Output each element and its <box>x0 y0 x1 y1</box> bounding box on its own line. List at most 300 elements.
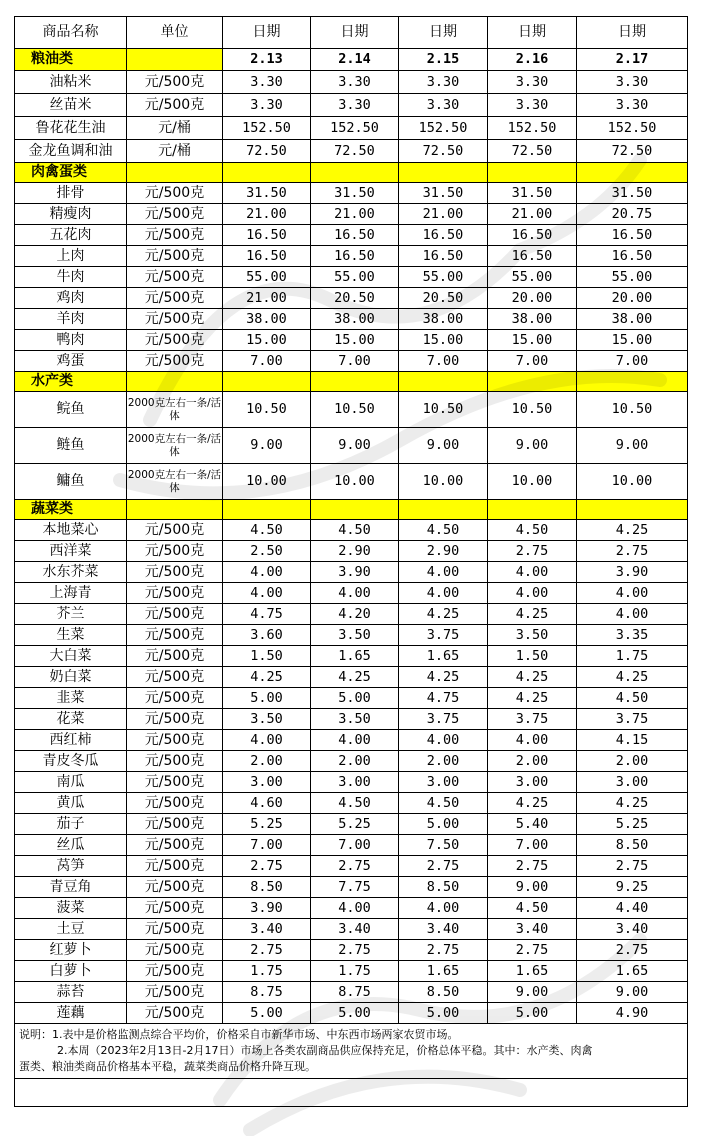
price-cell: 16.50 <box>223 246 311 267</box>
price-cell: 5.00 <box>399 814 488 835</box>
price-cell: 4.00 <box>399 583 488 604</box>
table-row <box>15 667 688 688</box>
category-blank <box>577 500 688 520</box>
header-date: 日期 <box>577 17 688 49</box>
price-cell: 9.00 <box>399 428 488 464</box>
price-cell: 4.25 <box>577 520 688 541</box>
price-cell: 4.40 <box>577 898 688 919</box>
price-cell: 3.50 <box>311 625 399 646</box>
price-cell: 2.00 <box>223 751 311 772</box>
price-cell: 3.40 <box>311 919 399 940</box>
table-row <box>15 856 688 877</box>
price-cell: 3.00 <box>399 772 488 793</box>
item-unit: 元/500克 <box>127 688 223 709</box>
price-cell: 21.00 <box>223 288 311 309</box>
price-cell: 3.40 <box>399 919 488 940</box>
price-cell: 8.75 <box>223 982 311 1003</box>
price-table-sheet <box>14 16 687 1107</box>
table-row <box>15 583 688 604</box>
item-name: 菠菜 <box>15 898 127 919</box>
price-cell: 21.00 <box>399 204 488 225</box>
category-row <box>15 49 688 71</box>
price-cell: 4.00 <box>488 562 577 583</box>
price-cell: 7.00 <box>488 351 577 372</box>
category-blank <box>311 500 399 520</box>
item-name: 鸡蛋 <box>15 351 127 372</box>
table-row <box>15 688 688 709</box>
price-cell: 2.75 <box>577 856 688 877</box>
price-cell: 21.00 <box>223 204 311 225</box>
price-cell: 4.50 <box>399 520 488 541</box>
price-cell: 4.25 <box>488 604 577 625</box>
price-cell: 3.50 <box>223 709 311 730</box>
item-name: 生菜 <box>15 625 127 646</box>
item-name: 丝瓜 <box>15 835 127 856</box>
category-name: 肉禽蛋类 <box>15 163 127 183</box>
price-cell: 4.75 <box>399 688 488 709</box>
item-name: 金龙鱼调和油 <box>15 140 127 163</box>
price-cell: 31.50 <box>223 183 311 204</box>
price-cell: 15.00 <box>399 330 488 351</box>
item-unit: 元/500克 <box>127 625 223 646</box>
item-name: 南瓜 <box>15 772 127 793</box>
price-cell: 3.00 <box>311 772 399 793</box>
price-cell: 55.00 <box>577 267 688 288</box>
table-row <box>15 225 688 246</box>
table-row <box>15 140 688 163</box>
item-name: 排骨 <box>15 183 127 204</box>
item-unit: 元/500克 <box>127 1003 223 1024</box>
price-cell: 5.25 <box>577 814 688 835</box>
item-name: 土豆 <box>15 919 127 940</box>
price-cell: 31.50 <box>399 183 488 204</box>
price-cell: 7.75 <box>311 877 399 898</box>
category-blank <box>127 500 223 520</box>
category-blank <box>399 163 488 183</box>
price-cell: 10.00 <box>577 464 688 500</box>
item-name: 大白菜 <box>15 646 127 667</box>
price-cell: 3.30 <box>399 71 488 94</box>
price-cell: 3.30 <box>577 71 688 94</box>
price-cell: 1.75 <box>577 646 688 667</box>
price-cell: 9.00 <box>488 877 577 898</box>
header-row <box>15 17 688 49</box>
price-cell: 21.00 <box>311 204 399 225</box>
item-name: 鸡肉 <box>15 288 127 309</box>
date-cell: 2.13 <box>223 49 311 71</box>
table-row <box>15 309 688 330</box>
item-unit: 元/500克 <box>127 919 223 940</box>
price-cell: 2.75 <box>399 940 488 961</box>
item-name: 莲藕 <box>15 1003 127 1024</box>
price-cell: 72.50 <box>577 140 688 163</box>
item-name: 本地菜心 <box>15 520 127 541</box>
price-cell: 3.30 <box>488 94 577 117</box>
price-cell: 5.40 <box>488 814 577 835</box>
price-cell: 4.25 <box>399 604 488 625</box>
table-row <box>15 392 688 428</box>
category-name: 粮油类 <box>15 49 127 71</box>
table-row <box>15 772 688 793</box>
price-cell: 10.50 <box>399 392 488 428</box>
price-cell: 5.00 <box>488 1003 577 1024</box>
item-name: 白萝卜 <box>15 961 127 982</box>
price-cell: 21.00 <box>488 204 577 225</box>
price-cell: 10.00 <box>311 464 399 500</box>
price-cell: 4.50 <box>577 688 688 709</box>
price-cell: 72.50 <box>399 140 488 163</box>
price-cell: 55.00 <box>399 267 488 288</box>
price-cell: 10.50 <box>488 392 577 428</box>
table-row <box>15 877 688 898</box>
price-cell: 2.75 <box>399 856 488 877</box>
price-cell: 9.00 <box>488 428 577 464</box>
category-blank <box>311 372 399 392</box>
price-cell: 152.50 <box>488 117 577 140</box>
price-cell: 1.50 <box>223 646 311 667</box>
table-row <box>15 71 688 94</box>
price-cell: 2.75 <box>311 940 399 961</box>
price-cell: 3.30 <box>223 94 311 117</box>
price-cell: 4.25 <box>577 667 688 688</box>
item-unit: 元/500克 <box>127 204 223 225</box>
item-unit: 元/500克 <box>127 583 223 604</box>
price-cell: 10.00 <box>223 464 311 500</box>
category-blank <box>577 163 688 183</box>
price-cell: 16.50 <box>311 246 399 267</box>
date-cell: 2.16 <box>488 49 577 71</box>
price-cell: 4.25 <box>488 688 577 709</box>
price-cell: 152.50 <box>577 117 688 140</box>
price-cell: 4.00 <box>223 730 311 751</box>
item-unit: 元/500克 <box>127 877 223 898</box>
price-cell: 4.25 <box>577 793 688 814</box>
price-cell: 4.00 <box>488 730 577 751</box>
category-blank <box>488 372 577 392</box>
price-cell: 2.00 <box>488 751 577 772</box>
price-cell: 38.00 <box>488 309 577 330</box>
item-unit: 元/500克 <box>127 730 223 751</box>
item-unit: 元/500克 <box>127 709 223 730</box>
price-cell: 10.00 <box>488 464 577 500</box>
item-name: 水东芥菜 <box>15 562 127 583</box>
price-cell: 55.00 <box>488 267 577 288</box>
price-cell: 16.50 <box>488 225 577 246</box>
price-cell: 15.00 <box>311 330 399 351</box>
price-cell: 3.30 <box>488 71 577 94</box>
price-cell: 4.25 <box>488 793 577 814</box>
item-unit: 元/500克 <box>127 288 223 309</box>
date-cell: 2.14 <box>311 49 399 71</box>
price-cell: 4.00 <box>399 730 488 751</box>
price-cell: 10.50 <box>223 392 311 428</box>
price-cell: 1.65 <box>488 961 577 982</box>
price-cell: 16.50 <box>577 225 688 246</box>
item-name: 上肉 <box>15 246 127 267</box>
price-cell: 3.60 <box>223 625 311 646</box>
table-row <box>15 246 688 267</box>
item-name: 黄瓜 <box>15 793 127 814</box>
price-cell: 9.00 <box>223 428 311 464</box>
table-row <box>15 982 688 1003</box>
category-blank <box>399 500 488 520</box>
item-name: 鸭肉 <box>15 330 127 351</box>
price-cell: 2.00 <box>311 751 399 772</box>
price-cell: 4.00 <box>311 583 399 604</box>
price-cell: 15.00 <box>223 330 311 351</box>
price-cell: 1.65 <box>311 646 399 667</box>
category-blank <box>223 372 311 392</box>
item-name: 鲢鱼 <box>15 428 127 464</box>
price-cell: 152.50 <box>223 117 311 140</box>
item-name: 茄子 <box>15 814 127 835</box>
price-cell: 7.00 <box>488 835 577 856</box>
table-row <box>15 330 688 351</box>
price-cell: 3.35 <box>577 625 688 646</box>
price-cell: 2.00 <box>577 751 688 772</box>
price-cell: 3.30 <box>223 71 311 94</box>
item-name: 精瘦肉 <box>15 204 127 225</box>
item-name: 丝苗米 <box>15 94 127 117</box>
price-cell: 10.50 <box>311 392 399 428</box>
price-cell: 3.00 <box>488 772 577 793</box>
item-unit: 元/500克 <box>127 267 223 288</box>
price-cell: 4.00 <box>311 898 399 919</box>
price-cell: 55.00 <box>223 267 311 288</box>
item-unit: 元/500克 <box>127 667 223 688</box>
price-cell: 72.50 <box>223 140 311 163</box>
item-unit: 元/500克 <box>127 309 223 330</box>
header-date: 日期 <box>399 17 488 49</box>
category-row <box>15 372 688 392</box>
item-name: 鲁花花生油 <box>15 117 127 140</box>
item-unit: 元/500克 <box>127 246 223 267</box>
category-blank <box>223 163 311 183</box>
price-cell: 4.50 <box>488 898 577 919</box>
price-cell: 8.50 <box>223 877 311 898</box>
item-unit: 元/500克 <box>127 183 223 204</box>
price-cell: 16.50 <box>399 225 488 246</box>
item-name: 鲩鱼 <box>15 392 127 428</box>
price-cell: 38.00 <box>311 309 399 330</box>
price-cell: 3.40 <box>577 919 688 940</box>
item-unit: 元/500克 <box>127 856 223 877</box>
table-row <box>15 961 688 982</box>
price-cell: 55.00 <box>311 267 399 288</box>
price-cell: 3.40 <box>488 919 577 940</box>
table-row <box>15 183 688 204</box>
table-row <box>15 117 688 140</box>
category-blank <box>311 163 399 183</box>
price-cell: 4.00 <box>399 562 488 583</box>
price-cell: 4.00 <box>223 583 311 604</box>
price-cell: 1.65 <box>577 961 688 982</box>
price-cell: 2.75 <box>577 541 688 562</box>
price-cell: 7.00 <box>311 835 399 856</box>
price-cell: 4.25 <box>488 667 577 688</box>
price-cell: 16.50 <box>488 246 577 267</box>
price-cell: 31.50 <box>577 183 688 204</box>
price-cell: 3.50 <box>488 625 577 646</box>
header-name: 商品名称 <box>15 17 127 49</box>
category-blank <box>127 372 223 392</box>
price-cell: 4.50 <box>399 793 488 814</box>
item-name: 韭菜 <box>15 688 127 709</box>
price-cell: 1.50 <box>488 646 577 667</box>
price-cell: 5.00 <box>311 1003 399 1024</box>
note-line-2: 2.本周（2023年2月13日-2月17日）市场上各类农副商品供应保持充足，价格总体平稳。其中：水产类、肉禽 <box>57 1044 593 1057</box>
price-cell: 4.75 <box>223 604 311 625</box>
category-name: 水产类 <box>15 372 127 392</box>
price-cell: 5.00 <box>223 688 311 709</box>
price-cell: 4.25 <box>311 667 399 688</box>
price-cell: 4.15 <box>577 730 688 751</box>
price-cell: 3.75 <box>488 709 577 730</box>
price-cell: 3.75 <box>399 709 488 730</box>
item-name: 西洋菜 <box>15 541 127 562</box>
price-cell: 31.50 <box>488 183 577 204</box>
price-cell: 4.00 <box>488 583 577 604</box>
item-unit: 元/500克 <box>127 772 223 793</box>
item-unit: 元/500克 <box>127 604 223 625</box>
price-cell: 2.75 <box>488 541 577 562</box>
price-cell: 7.00 <box>223 351 311 372</box>
price-cell: 4.60 <box>223 793 311 814</box>
price-cell: 15.00 <box>488 330 577 351</box>
price-cell: 7.00 <box>223 835 311 856</box>
price-cell: 16.50 <box>399 246 488 267</box>
price-cell: 20.50 <box>399 288 488 309</box>
item-unit: 元/500克 <box>127 541 223 562</box>
item-name: 红萝卜 <box>15 940 127 961</box>
item-unit: 元/500克 <box>127 330 223 351</box>
price-cell: 9.00 <box>311 428 399 464</box>
price-cell: 9.00 <box>488 982 577 1003</box>
item-unit: 元/桶 <box>127 140 223 163</box>
price-cell: 16.50 <box>311 225 399 246</box>
price-cell: 152.50 <box>311 117 399 140</box>
table-row <box>15 428 688 464</box>
item-name: 花菜 <box>15 709 127 730</box>
table-row <box>15 919 688 940</box>
header-date: 日期 <box>311 17 399 49</box>
item-name: 青皮冬瓜 <box>15 751 127 772</box>
item-name: 牛肉 <box>15 267 127 288</box>
price-cell: 2.75 <box>577 940 688 961</box>
price-cell: 2.90 <box>311 541 399 562</box>
notes-row <box>15 1024 688 1079</box>
price-cell: 3.75 <box>577 709 688 730</box>
price-cell: 8.50 <box>577 835 688 856</box>
category-row <box>15 500 688 520</box>
item-name: 蒜苔 <box>15 982 127 1003</box>
item-unit: 元/500克 <box>127 835 223 856</box>
price-cell: 5.00 <box>399 1003 488 1024</box>
price-cell: 4.25 <box>399 667 488 688</box>
item-name: 鳙鱼 <box>15 464 127 500</box>
item-name: 羊肉 <box>15 309 127 330</box>
item-unit: 2000克左右一条/活体 <box>127 464 223 500</box>
price-cell: 1.75 <box>311 961 399 982</box>
price-cell: 3.90 <box>311 562 399 583</box>
price-cell: 5.25 <box>311 814 399 835</box>
item-unit: 元/500克 <box>127 646 223 667</box>
category-row <box>15 163 688 183</box>
price-cell: 1.75 <box>223 961 311 982</box>
item-unit: 元/500克 <box>127 71 223 94</box>
price-cell: 8.75 <box>311 982 399 1003</box>
header-unit: 单位 <box>127 17 223 49</box>
table-row <box>15 730 688 751</box>
price-cell: 4.25 <box>223 667 311 688</box>
price-cell: 10.00 <box>399 464 488 500</box>
table-row <box>15 204 688 225</box>
item-unit: 元/500克 <box>127 961 223 982</box>
price-cell: 3.00 <box>223 772 311 793</box>
date-cell: 2.15 <box>399 49 488 71</box>
category-blank <box>127 163 223 183</box>
price-cell: 72.50 <box>488 140 577 163</box>
table-row <box>15 814 688 835</box>
item-name: 上海青 <box>15 583 127 604</box>
price-cell: 8.50 <box>399 982 488 1003</box>
item-unit: 元/500克 <box>127 225 223 246</box>
price-cell: 7.00 <box>311 351 399 372</box>
item-name: 莴笋 <box>15 856 127 877</box>
table-row <box>15 604 688 625</box>
date-cell: 2.17 <box>577 49 688 71</box>
price-cell: 4.50 <box>488 520 577 541</box>
price-cell: 2.75 <box>488 940 577 961</box>
price-cell: 7.50 <box>399 835 488 856</box>
price-cell: 4.00 <box>577 583 688 604</box>
price-cell: 38.00 <box>223 309 311 330</box>
table-row <box>15 541 688 562</box>
price-cell: 152.50 <box>399 117 488 140</box>
table-row <box>15 520 688 541</box>
category-blank <box>223 500 311 520</box>
item-unit: 元/500克 <box>127 814 223 835</box>
item-unit: 元/500克 <box>127 793 223 814</box>
price-cell: 4.50 <box>311 520 399 541</box>
price-cell: 20.75 <box>577 204 688 225</box>
price-cell: 20.50 <box>311 288 399 309</box>
price-cell: 9.25 <box>577 877 688 898</box>
price-cell: 2.75 <box>223 856 311 877</box>
price-cell: 5.00 <box>223 1003 311 1024</box>
price-cell: 5.25 <box>223 814 311 835</box>
price-cell: 3.90 <box>577 562 688 583</box>
category-blank <box>488 500 577 520</box>
price-cell: 3.30 <box>399 94 488 117</box>
price-cell: 8.50 <box>399 877 488 898</box>
item-unit: 2000克左右一条/活体 <box>127 392 223 428</box>
item-unit: 元/500克 <box>127 940 223 961</box>
price-cell: 2.75 <box>311 856 399 877</box>
item-name: 奶白菜 <box>15 667 127 688</box>
price-cell: 4.90 <box>577 1003 688 1024</box>
price-cell: 72.50 <box>311 140 399 163</box>
price-cell: 9.00 <box>577 982 688 1003</box>
price-cell: 7.00 <box>577 351 688 372</box>
item-name: 青豆角 <box>15 877 127 898</box>
table-row <box>15 835 688 856</box>
table-row <box>15 267 688 288</box>
table-row <box>15 709 688 730</box>
price-cell: 2.90 <box>399 541 488 562</box>
price-cell: 1.65 <box>399 961 488 982</box>
price-cell: 4.00 <box>311 730 399 751</box>
